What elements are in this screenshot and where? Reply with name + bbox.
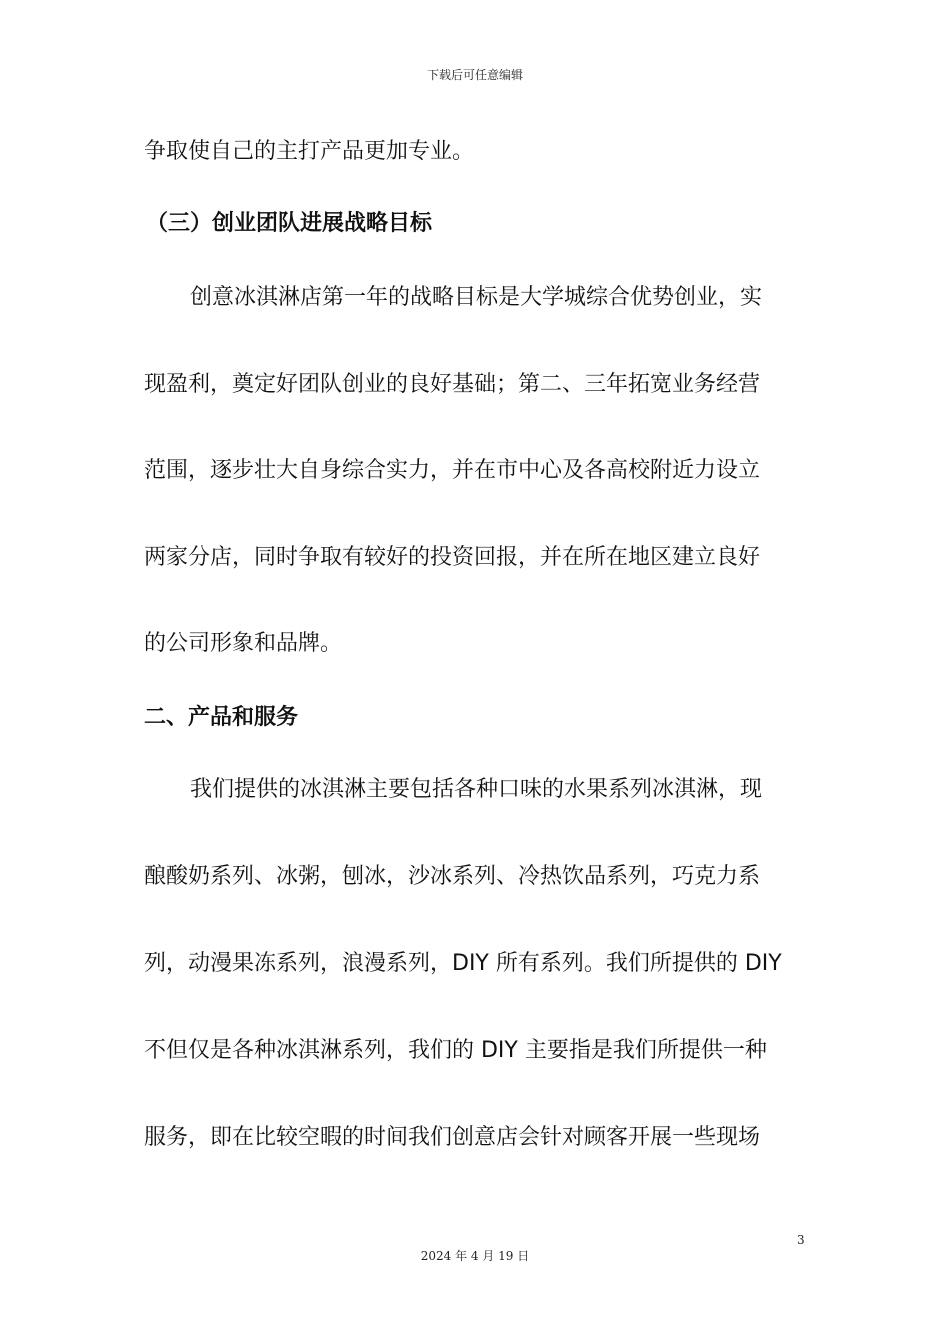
paragraph-first-line: 创意冰淇淋店第一年的战略目标是大学城综合优势创业，实 <box>190 285 763 310</box>
body-line: 酿酸奶系列、冰粥，刨冰，沙冰系列、冷热饮品系列，巧克力系 <box>144 864 761 889</box>
body-line-1: 争取使自己的主打产品更加专业。 <box>144 139 475 164</box>
body-line: 现盈利，奠定好团队创业的良好基础；第二、三年拓宽业务经营 <box>144 372 761 397</box>
body-line: 不但仅是各种冰淇淋系列，我们的 DIY 主要指是我们所提供一种 <box>144 1038 767 1063</box>
body-line: 两家分店，同时争取有较好的投资回报，并在所在地区建立良好 <box>144 545 761 570</box>
paragraph-first-line: 我们提供的冰淇淋主要包括各种口味的水果系列冰淇淋，现 <box>190 777 763 802</box>
page-number: 3 <box>797 1233 805 1247</box>
body-line: 服务，即在比较空暇的时间我们创意店会针对顾客开展一些现场 <box>144 1125 761 1150</box>
section-heading-3: （三）创业团队进展战略目标 <box>146 211 433 236</box>
body-line: 范围，逐步壮大自身综合实力，并在市中心及各高校附近力设立 <box>144 458 761 483</box>
chapter-heading-2: 二、产品和服务 <box>144 705 299 730</box>
page-header: 下载后可任意编辑 <box>426 68 523 82</box>
body-line: 的公司形象和品牌。 <box>144 631 343 656</box>
page-footer-date: 2024 年 4 月 19 日 <box>420 1249 530 1263</box>
body-line: 列，动漫果冻系列，浪漫系列，DIY 所有系列。我们所提供的 DIY <box>144 951 782 976</box>
